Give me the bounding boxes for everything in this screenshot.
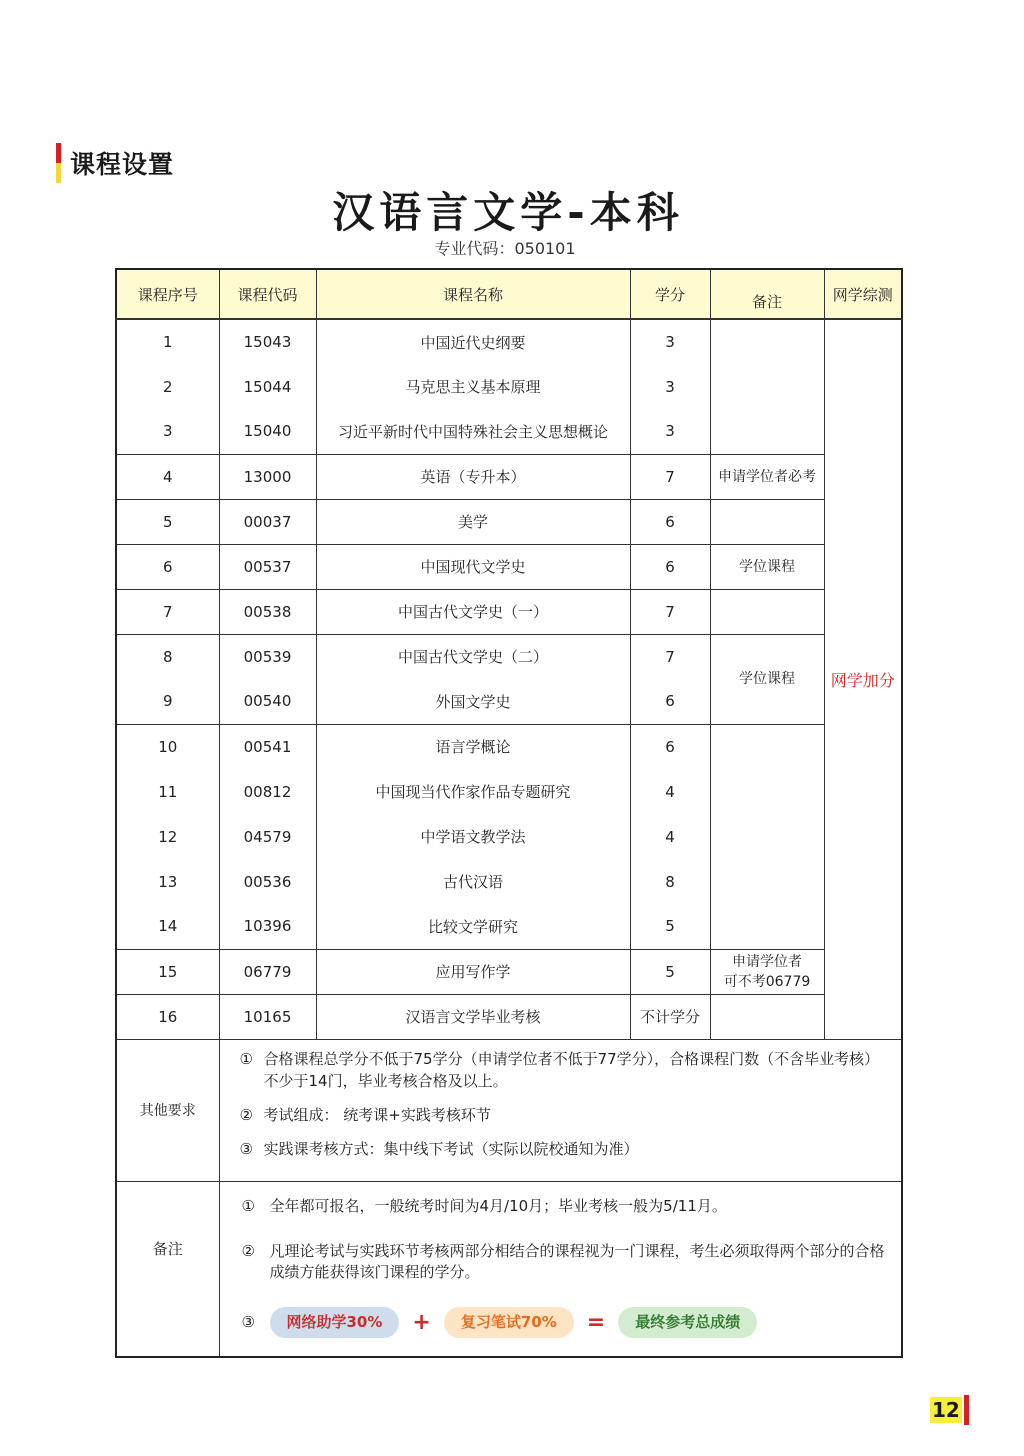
item-text: 考试组成： 统考课+实践考核环节	[263, 1105, 491, 1124]
cell-credit: 4	[630, 814, 710, 859]
cell-seq: 1	[116, 319, 219, 364]
cell-code: 04579	[219, 814, 316, 859]
cell-credit: 6	[630, 499, 710, 544]
cell-name: 马克思主义基本原理	[316, 364, 630, 409]
list-item	[240, 1104, 884, 1126]
cell-credit: 7	[630, 589, 710, 634]
cell-seq: 16	[116, 994, 219, 1039]
cell-note: 学位课程	[710, 544, 824, 589]
cell-code: 00037	[219, 499, 316, 544]
cell-code: 15040	[219, 409, 316, 454]
cell-code: 00539	[219, 634, 316, 679]
header-online: 网学综测	[824, 269, 902, 319]
cell-credit: 3	[630, 364, 710, 409]
section-header	[56, 143, 174, 183]
score-formula	[242, 1307, 888, 1338]
cell-note-empty	[710, 319, 824, 454]
list-item	[240, 1048, 884, 1092]
cell-note-empty	[710, 499, 824, 544]
other-requirements-row	[116, 1039, 902, 1181]
cell-code: 13000	[219, 454, 316, 499]
cell-credit: 3	[630, 409, 710, 454]
cell-seq: 13	[116, 859, 219, 904]
cell-note-empty	[710, 994, 824, 1039]
cell-code: 15044	[219, 364, 316, 409]
cell-name: 中国古代文学史（二）	[316, 634, 630, 679]
cell-note	[710, 949, 824, 994]
cell-seq: 4	[116, 454, 219, 499]
written-exam-badge: 复习笔试70%	[444, 1307, 574, 1338]
plus-sign: +	[412, 1309, 431, 1335]
page-number	[930, 1397, 969, 1423]
cell-name: 中学语文教学法	[316, 814, 630, 859]
cell-credit: 6	[630, 544, 710, 589]
table-row	[116, 454, 902, 499]
cell-code: 10165	[219, 994, 316, 1039]
cell-credit: 4	[630, 769, 710, 814]
table-row	[116, 319, 902, 364]
cell-seq: 7	[116, 589, 219, 634]
item-text: 合格课程总学分不低于75学分（申请学位者不低于77学分），合格课程门数（不含毕业考核）不少于14门，毕业考核合格及以上。	[263, 1049, 880, 1090]
note-line: 申请学位者	[732, 953, 802, 970]
cell-credit: 不计学分	[630, 994, 710, 1039]
item-text: 全年都可报名，一般统考时间为4月/10月；毕业考核一般为5/11月。	[269, 1196, 727, 1215]
cell-seq: 10	[116, 724, 219, 769]
cell-seq: 5	[116, 499, 219, 544]
remarks-row	[116, 1181, 902, 1357]
cell-credit: 6	[630, 679, 710, 724]
cell-code: 15043	[219, 319, 316, 364]
list-item	[242, 1196, 888, 1217]
page-number-text: 12	[932, 1398, 960, 1422]
online-bonus: 网学加分	[824, 319, 902, 1039]
cell-credit: 7	[630, 634, 710, 679]
cell-seq: 3	[116, 409, 219, 454]
remarks-label: 备注	[116, 1181, 219, 1357]
cell-credit: 8	[630, 859, 710, 904]
equals-sign: =	[586, 1309, 606, 1335]
course-table	[115, 268, 903, 1358]
item-number: ①	[241, 1196, 255, 1215]
cell-credit: 6	[630, 724, 710, 769]
item-number: ①	[239, 1049, 253, 1068]
item-text: 凡理论考试与实践环节考核两部分相结合的课程视为一门课程，考生必须取得两个部分的合格成绩方能获得该门课程的学分。	[269, 1241, 885, 1281]
item-number: ②	[239, 1105, 253, 1124]
other-requirements-label: 其他要求	[116, 1039, 219, 1181]
cell-credit: 5	[630, 904, 710, 949]
cell-note: 申请学位者必考	[710, 454, 824, 499]
cell-name: 外国文学史	[316, 679, 630, 724]
cell-credit: 7	[630, 454, 710, 499]
table-row	[116, 724, 902, 769]
header-name: 课程名称	[316, 269, 630, 319]
table-row	[116, 589, 902, 634]
item-number: ③	[239, 1139, 253, 1158]
cell-code: 10396	[219, 904, 316, 949]
item-number: ②	[241, 1241, 255, 1260]
header-credit: 学分	[630, 269, 710, 319]
table-row	[116, 544, 902, 589]
cell-name: 中国近代史纲要	[316, 319, 630, 364]
cell-seq: 14	[116, 904, 219, 949]
section-marker	[56, 143, 61, 183]
page-number-marker	[964, 1395, 969, 1425]
cell-seq: 8	[116, 634, 219, 679]
section-title: 课程设置	[70, 150, 175, 179]
major-code: 专业代码：050101	[434, 239, 576, 258]
final-score-badge: 最终参考总成绩	[618, 1307, 757, 1338]
cell-code: 00541	[219, 724, 316, 769]
cell-name: 应用写作学	[316, 949, 630, 994]
list-item	[242, 1241, 888, 1283]
cell-name: 中国现当代作家作品专题研究	[316, 769, 630, 814]
cell-name: 汉语言文学毕业考核	[316, 994, 630, 1039]
cell-name: 习近平新时代中国特殊社会主义思想概论	[316, 409, 630, 454]
online-study-badge: 网络助学30%	[270, 1307, 400, 1338]
cell-seq: 9	[116, 679, 219, 724]
cell-credit: 5	[630, 949, 710, 994]
cell-code: 00536	[219, 859, 316, 904]
cell-code: 00537	[219, 544, 316, 589]
table-row	[116, 949, 902, 994]
cell-credit: 3	[630, 319, 710, 364]
cell-name: 中国现代文学史	[316, 544, 630, 589]
page-title: 汉语言文学-本科	[332, 188, 684, 237]
remarks-content	[219, 1181, 902, 1357]
cell-name: 中国古代文学史（一）	[316, 589, 630, 634]
cell-code: 00540	[219, 679, 316, 724]
cell-note: 学位课程	[710, 634, 824, 724]
cell-code: 00812	[219, 769, 316, 814]
cell-seq: 11	[116, 769, 219, 814]
header-code: 课程代码	[219, 269, 316, 319]
cell-note-empty	[710, 589, 824, 634]
cell-note-empty	[710, 724, 824, 949]
table-row	[116, 634, 902, 679]
cell-code: 06779	[219, 949, 316, 994]
cell-seq: 15	[116, 949, 219, 994]
cell-name: 美学	[316, 499, 630, 544]
cell-seq: 2	[116, 364, 219, 409]
cell-name: 比较文学研究	[316, 904, 630, 949]
note-line: 可不考06779	[723, 973, 811, 990]
item-number: ③	[241, 1312, 255, 1331]
cell-code: 00538	[219, 589, 316, 634]
header-note: 备注	[710, 269, 824, 319]
cell-seq: 12	[116, 814, 219, 859]
item-text: 实践课考核方式：集中线下考试（实际以院校通知为准）	[263, 1139, 639, 1158]
cell-name: 古代汉语	[316, 859, 630, 904]
table-header-row	[116, 269, 902, 319]
table-row	[116, 994, 902, 1039]
table-row	[116, 499, 902, 544]
cell-name: 英语（专升本）	[316, 454, 630, 499]
cell-seq: 6	[116, 544, 219, 589]
list-item	[240, 1138, 884, 1160]
cell-name: 语言学概论	[316, 724, 630, 769]
header-seq: 课程序号	[116, 269, 219, 319]
other-requirements-content	[219, 1039, 902, 1181]
